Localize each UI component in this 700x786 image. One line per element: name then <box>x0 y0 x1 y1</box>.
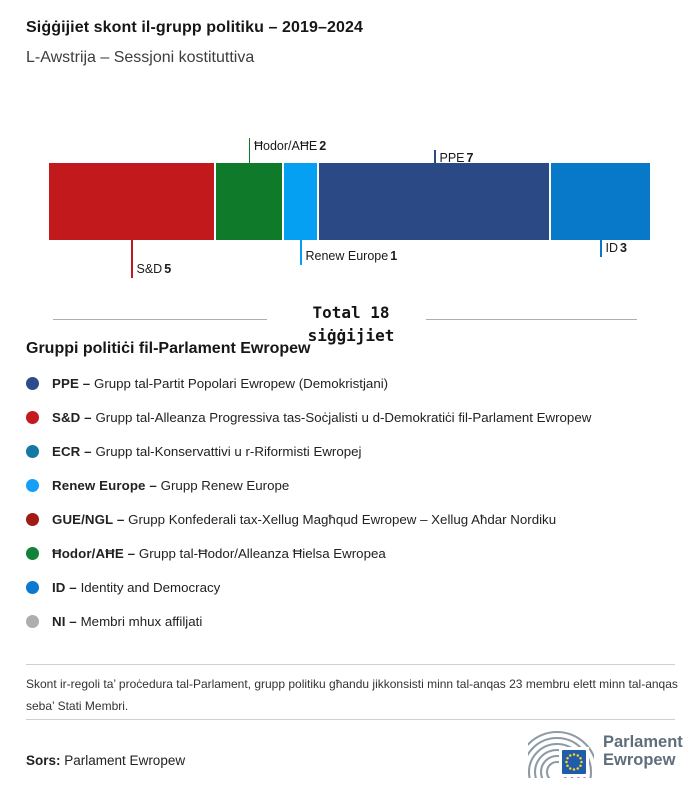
total-seats-line2: siġġijiet <box>307 326 395 345</box>
group-color-dot <box>26 479 39 492</box>
legend-item-label: ID – Identity and Democracy <box>52 579 221 595</box>
tick-s-d <box>131 240 133 278</box>
tick--odor-a-e <box>249 138 251 163</box>
legend-item-label: ECR – Grupp tal-Konservattivi u r-Riformisti Ewropej <box>52 443 362 459</box>
legend-item-renew-europe <box>26 468 591 502</box>
total-divider-left <box>53 319 267 320</box>
legend-item-ppe <box>26 366 591 400</box>
legend <box>26 366 591 638</box>
logo-wordmark <box>603 733 683 769</box>
logo-wordmark-line1: Parlament <box>603 733 683 751</box>
source-value: Parlament Ewropew <box>64 753 186 768</box>
footer-divider-top <box>26 664 675 665</box>
bar-segment-renew-europe <box>284 163 317 240</box>
source-label: Sors: <box>26 753 61 768</box>
legend-item-ni <box>26 604 591 638</box>
group-color-dot <box>26 547 39 560</box>
logo-wordmark-line2: Ewropew <box>603 751 676 769</box>
seat-distribution-chart <box>0 130 700 295</box>
legend-item--odor-a-e <box>26 536 591 570</box>
legend-item-label: S&D – Grupp tal-Alleanza Progressiva tas-Soċjalisti u d-Demokratiċi fil-Parlament Ewropew <box>52 409 592 425</box>
segment-label-renew-europe: Renew Europe 1 <box>305 249 398 263</box>
segment-label--odor-a-e: Ħodor/AĦE 2 <box>254 139 327 153</box>
source-line <box>26 753 185 768</box>
segment-label-ppe: PPE 7 <box>439 151 474 165</box>
legend-item-label: Renew Europe – Grupp Renew Europe <box>52 477 290 493</box>
total-seats-line1: Total 18 <box>312 303 390 322</box>
page-subtitle: L-Awstrija – Sessjoni kostituttiva <box>26 49 255 66</box>
european-parliament-logo <box>528 724 683 778</box>
group-color-dot <box>26 615 39 628</box>
group-color-dot <box>26 377 39 390</box>
legend-item-gue-ngl <box>26 502 591 536</box>
segment-label-s-d: S&D 5 <box>136 262 172 276</box>
bar-segment--odor-a-e <box>216 163 282 240</box>
group-color-dot <box>26 581 39 594</box>
legend-heading: Gruppi politiċi fil-Parlament Ewropew <box>26 340 311 357</box>
tick-ppe <box>434 150 436 163</box>
bar-segment-ppe <box>319 163 550 240</box>
group-color-dot <box>26 411 39 424</box>
group-color-dot <box>26 445 39 458</box>
stacked-seat-bar <box>49 163 650 240</box>
legend-item-label: GUE/NGL – Grupp Konfederali tax-Xellug Magħqud Ewropew – Xellug Aħdar Nordiku <box>52 511 557 527</box>
footer-divider-bottom <box>26 719 675 720</box>
bar-segment-s-d <box>49 163 214 240</box>
tick-id <box>600 240 602 257</box>
legend-item-label: NI – Membri mhux affiljati <box>52 613 203 629</box>
legend-item-ecr <box>26 434 591 468</box>
legend-item-s-d <box>26 400 591 434</box>
page-title: Siġġijiet skont il-grupp politiku – 2019–2024 <box>26 19 364 36</box>
total-divider-right <box>426 319 637 320</box>
legend-item-id <box>26 570 591 604</box>
bar-segment-id <box>551 163 650 240</box>
group-color-dot <box>26 513 39 526</box>
legend-item-label: PPE – Grupp tal-Partit Popolari Ewropew (Demokristjani) <box>52 375 389 391</box>
footnote: Skont ir-regoli ta’ proċedura tal-Parlament, grupp politiku għandu jikkonsisti minn tal-anqas 23 membru elett minn tal-anqas seba’ Stati Membri. <box>26 677 678 713</box>
hemicycle-icon <box>528 724 594 778</box>
legend-item-label: Ħodor/AĦE – Grupp tal-Ħodor/Alleanza Ħielsa Ewropea <box>52 545 386 561</box>
tick-renew-europe <box>300 240 302 265</box>
segment-label-id: ID 3 <box>605 241 627 255</box>
